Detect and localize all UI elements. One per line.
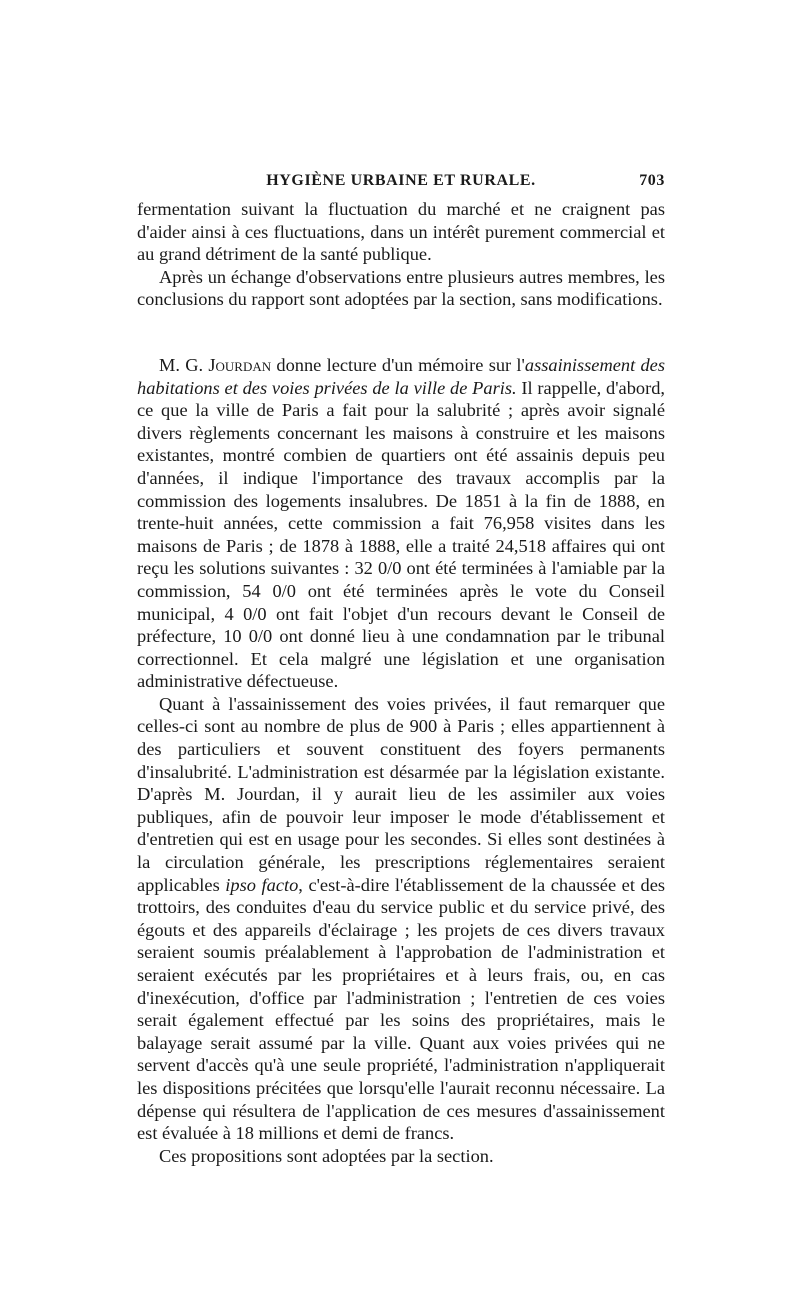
paragraph-continuation: fermentation suivant la fluctuation du marché et ne craignent pas d'aider ainsi à ces fluctuations, dans un intérêt purement commercial et au grand détriment de la santé publique. — [137, 199, 665, 265]
paragraph-voies-privees — [137, 693, 665, 1145]
section-gap — [137, 311, 665, 354]
voies-privees-part-a: Quant à l'assainissement des voies privées, il faut remarquer que celles-ci sont au nombre de plus de 900 à Paris ; elles appartiennent à des particuliers et souvent constituent des foyers permanents d'insalubrité. L'administration est désarmée par la législation existante. D'après M. Jourdan, il y aurait lieu de les assimiler aux voies publiques, afin de pouvoir leur imposer le mode d'établissement et d'entretien qui est en usage pour les secondes. Si elles sont destinées à la circulation générale, les prescriptions réglementaires seraient applicables — [137, 693, 665, 895]
memoir-lead: donne lecture d'un mémoire sur l' — [271, 354, 525, 375]
document-page — [137, 166, 665, 1167]
running-head — [137, 166, 665, 194]
paragraph-jourdan-memoir — [137, 354, 665, 693]
paragraph-conclusion: Après un échange d'observations entre plusieurs autres membres, les conclusions du rapport sont adoptées par la section, sans modifications. — [137, 266, 665, 310]
running-title: HYGIÈNE URBAINE ET RURALE. — [266, 172, 536, 189]
memoir-title: assainissement des habitations et des voies privées de la ville de Paris. — [137, 354, 665, 398]
voies-privees-part-b: , c'est-à-dire l'établissement de la chaussée et des trottoirs, des conduites d'eau du service public et du service privé, des égouts et des appareils d'éclairage ; les projets de ces divers travaux seraient soumis préalablement à l'approbation de l'administration et seraient exécutés par les propriétaires et à leurs frais, ou, en cas d'inexécution, d'office par l'administration ; l'entretien de ces voies serait également effectué par les soins des propriétaires, mais le balayage serait assumé par la ville. Quant aux voies privées qui ne servent d'accès qu'à une seule propriété, l'administration n'appliquerait les dispositions précitées que lorsqu'elle l'aurait reconnu nécessaire. La dépense qui résultera de l'application de ces mesures d'assainissement est évaluée à 18 millions et demi de francs. — [137, 874, 666, 1144]
ipso-facto: ipso facto — [225, 874, 299, 895]
paragraph-adoption: Ces propositions sont adoptées par la section. — [159, 1145, 494, 1166]
memoir-body: Il rappelle, d'abord, ce que la ville de Paris a fait pour la salubrité ; après avoir signalé divers règlements concernant les maisons à construire et les maisons existantes, montré combien de quartiers ont été assainis depuis peu d'années, il indique l'importance des travaux accomplis par la commission des logements insalubres. De 1851 à la fin de 1888, en trente-huit années, cette commission a fait 76,958 visites dans les maisons de Paris ; de 1878 à 1888, elle a traité 24,518 affaires qui ont reçu les solutions suivantes : 32 0/0 ont été terminées à l'amiable par la commission, 54 0/0 ont été terminées après le vote du Conseil municipal, 4 0/0 ont fait l'objet d'un recours devant le Conseil de préfecture, 10 0/0 ont donné lieu à une condamnation par le tribunal correctionnel. Et cela malgré une législation et une organisation administrative défectueuse. — [137, 377, 666, 692]
speaker-name: M. G. Jourdan — [159, 354, 272, 375]
page-number: 703 — [639, 172, 665, 189]
